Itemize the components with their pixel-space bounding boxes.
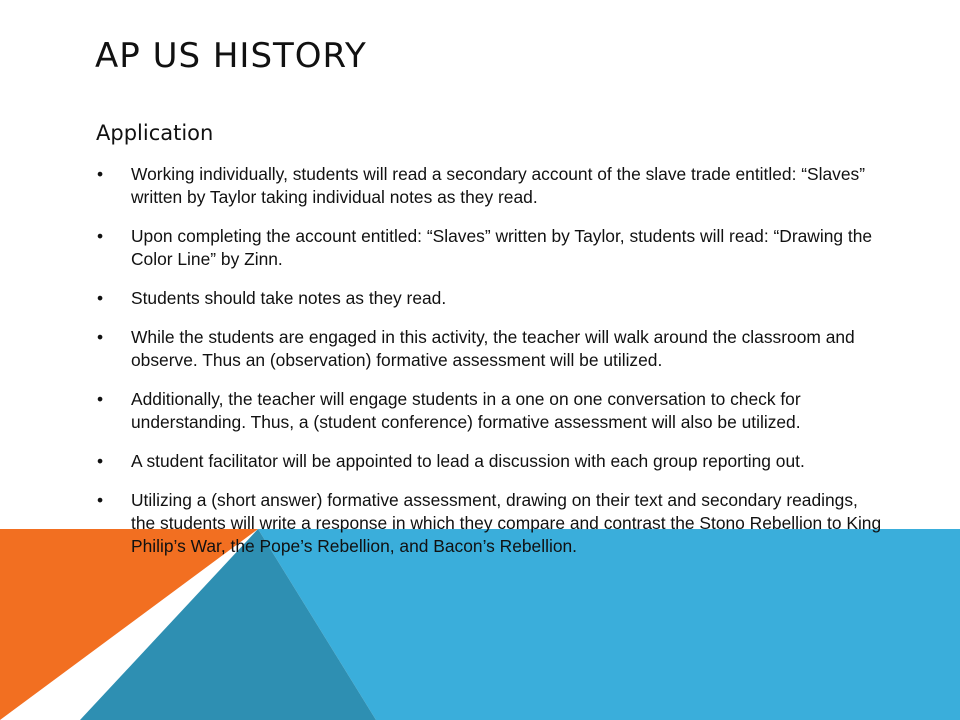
bullet-dot-icon: • (97, 451, 104, 471)
bullet-text: Additionally, the teacher will engage students in a one on one conversation to check for understanding. Thus, a (student conference) formative assessment will also be utilized. (131, 389, 801, 432)
bullet-text: A student facilitator will be appointed to lead a discussion with each group reporting out. (131, 451, 805, 471)
bullet-item (96, 225, 886, 271)
bullet-text: Utilizing a (short answer) formative assessment, drawing on their text and secondary readings, the students will write a response in which they compare and contrast the Stono Rebellion to King Philip’s War, the Pope’s Rebellion, and Bacon’s Rebellion. (131, 490, 882, 556)
bullet-item (96, 287, 886, 310)
bullet-text: Working individually, students will read a secondary account of the slave trade entitled: “Slaves” written by Taylor taking individual notes as they read. (131, 164, 866, 207)
bullet-text: Upon completing the account entitled: “Slaves” written by Taylor, students will read: “Drawing the Color Line” by Zinn. (131, 226, 873, 269)
bullet-dot-icon: • (97, 226, 104, 246)
bullet-dot-icon: • (97, 288, 104, 308)
bullet-list (96, 163, 886, 574)
bullet-dot-icon: • (97, 389, 104, 409)
bullet-dot-icon: • (97, 490, 104, 510)
bullet-item (96, 326, 886, 372)
bullet-item (96, 388, 886, 434)
bullet-item (96, 489, 886, 558)
bullet-text: While the students are engaged in this activity, the teacher will walk around the classroom and observe. Thus an (observation) formative assessment will be utilized. (131, 327, 855, 370)
slide-subtitle: Application (96, 121, 214, 145)
bullet-item (96, 163, 886, 209)
bullet-item (96, 450, 886, 473)
bullet-text: Students should take notes as they read. (131, 288, 447, 308)
slide-title: AP US HISTORY (95, 36, 367, 76)
bullet-dot-icon: • (97, 164, 104, 184)
bullet-dot-icon: • (97, 327, 104, 347)
